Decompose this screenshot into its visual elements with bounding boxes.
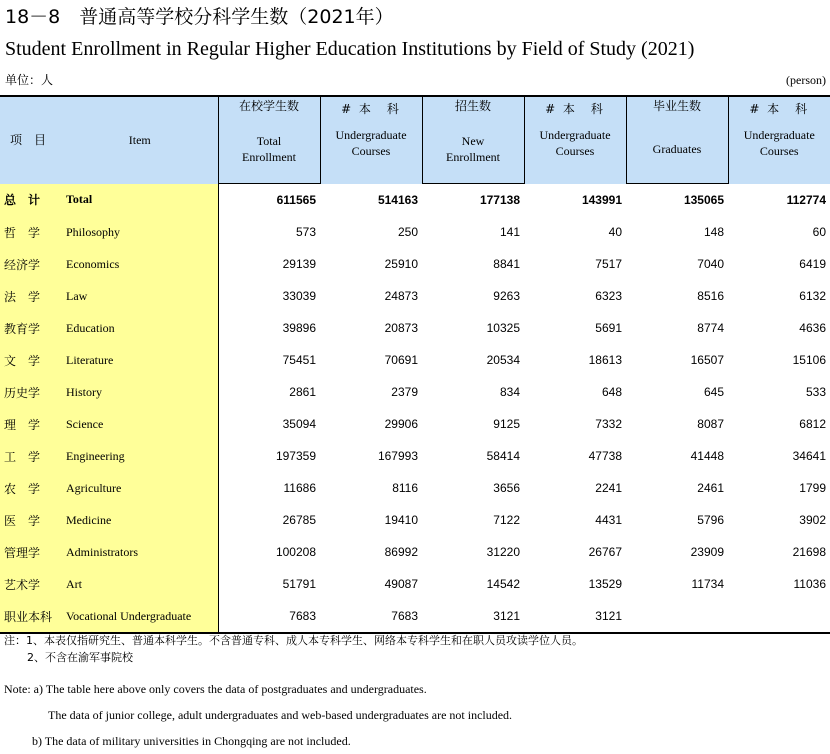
table-row	[0, 184, 830, 217]
row-value: 2861	[218, 376, 320, 408]
row-value: 70691	[320, 344, 422, 376]
table-row	[0, 568, 830, 600]
row-item-en: Science	[62, 408, 218, 440]
row-value: 75451	[218, 344, 320, 376]
row-item-cn: 法 学	[0, 280, 62, 312]
unit-label-en: (person)	[786, 72, 826, 88]
row-value: 2241	[524, 472, 626, 504]
row-value: 29906	[320, 408, 422, 440]
row-value: 135065	[626, 184, 728, 217]
row-value: 8087	[626, 408, 728, 440]
row-value: 7683	[218, 600, 320, 633]
table-row	[0, 376, 830, 408]
undergrad-cn-1: # 本 科	[341, 102, 401, 116]
row-item-en: Economics	[62, 248, 218, 280]
row-value: 7683	[320, 600, 422, 633]
row-value: 10325	[422, 312, 524, 344]
row-value: 7517	[524, 248, 626, 280]
row-value: 29139	[218, 248, 320, 280]
row-value: 86992	[320, 536, 422, 568]
row-value: 8516	[626, 280, 728, 312]
table-row	[0, 600, 830, 633]
table-title-cn: 18－8 普通高等学校分科学生数（2021年）	[5, 4, 394, 30]
row-item-en: Vocational Undergraduate	[62, 600, 218, 633]
table-row	[0, 216, 830, 248]
row-item-cn: 文 学	[0, 344, 62, 376]
undergrad-cn-3: # 本 科	[749, 102, 809, 116]
row-item-en: Philosophy	[62, 216, 218, 248]
note-en-2: The data of junior college, adult undergraduates and web-based undergraduates are not included.	[4, 702, 512, 728]
item-header-cn	[0, 96, 62, 184]
total-enrollment-cn-text: 在校学生数	[239, 99, 299, 113]
note-cn-1: 注：1、本表仅指研究生、普通本科学生。不含普通专科、成人本专科学生、网络本专科学生和在职人员攻读学位人员。	[4, 632, 583, 649]
row-item-en: Engineering	[62, 440, 218, 472]
note-cn-2: 2、不含在渝军事院校	[4, 649, 583, 666]
row-value: 7122	[422, 504, 524, 536]
row-value: 19410	[320, 504, 422, 536]
row-value: 9263	[422, 280, 524, 312]
row-item-en: Medicine	[62, 504, 218, 536]
item-header-en-text: Item	[129, 133, 151, 147]
row-item-cn: 职业本科	[0, 600, 62, 633]
row-value: 33039	[218, 280, 320, 312]
row-item-cn: 历史学	[0, 376, 62, 408]
row-value: 11686	[218, 472, 320, 504]
table-title-en: Student Enrollment in Regular Higher Education Institutions by Field of Study (2021)	[5, 36, 694, 62]
table-row	[0, 536, 830, 568]
row-value	[728, 600, 830, 633]
row-value: 6419	[728, 248, 830, 280]
undergrad-en-2: Undergraduate Courses	[525, 127, 626, 159]
row-value: 24873	[320, 280, 422, 312]
graduates-cn-text: 毕业生数	[653, 99, 701, 113]
row-value: 4636	[728, 312, 830, 344]
row-value: 2379	[320, 376, 422, 408]
row-value: 41448	[626, 440, 728, 472]
row-value: 834	[422, 376, 524, 408]
row-item-en: Law	[62, 280, 218, 312]
undergrad-en-3: Undergraduate Courses	[729, 127, 830, 159]
row-item-en: Total	[62, 184, 218, 217]
row-item-cn: 工 学	[0, 440, 62, 472]
row-item-en: History	[62, 376, 218, 408]
row-value: 6132	[728, 280, 830, 312]
row-value: 100208	[218, 536, 320, 568]
row-value: 141	[422, 216, 524, 248]
row-value: 58414	[422, 440, 524, 472]
graduates-header-en: Graduates	[626, 115, 728, 184]
row-value: 11734	[626, 568, 728, 600]
row-value: 6323	[524, 280, 626, 312]
row-item-cn: 总 计	[0, 184, 62, 217]
row-value: 3902	[728, 504, 830, 536]
row-value: 49087	[320, 568, 422, 600]
row-value: 51791	[218, 568, 320, 600]
row-item-en: Agriculture	[62, 472, 218, 504]
new-enrollment-header-en: New Enrollment	[422, 115, 524, 184]
row-item-cn: 艺术学	[0, 568, 62, 600]
row-value: 26767	[524, 536, 626, 568]
row-value: 4431	[524, 504, 626, 536]
row-value: 514163	[320, 184, 422, 217]
undergrad-en-1: Undergraduate Courses	[321, 127, 422, 159]
row-value: 7040	[626, 248, 728, 280]
row-item-cn: 农 学	[0, 472, 62, 504]
row-value: 8774	[626, 312, 728, 344]
table-body	[0, 184, 830, 634]
row-value: 21698	[728, 536, 830, 568]
row-item-en: Education	[62, 312, 218, 344]
graduates-header-cn	[626, 96, 728, 115]
row-value: 26785	[218, 504, 320, 536]
row-value: 11036	[728, 568, 830, 600]
undergrad-header-1	[320, 96, 422, 184]
row-item-cn: 经济学	[0, 248, 62, 280]
row-value: 9125	[422, 408, 524, 440]
table-row	[0, 504, 830, 536]
row-value: 167993	[320, 440, 422, 472]
row-value: 177138	[422, 184, 524, 217]
row-value: 611565	[218, 184, 320, 217]
row-value: 197359	[218, 440, 320, 472]
row-value: 16507	[626, 344, 728, 376]
row-value: 3656	[422, 472, 524, 504]
table-row	[0, 472, 830, 504]
undergrad-cn-2: # 本 科	[545, 102, 605, 116]
row-value: 25910	[320, 248, 422, 280]
total-enrollment-header-en: Total Enrollment	[218, 115, 320, 184]
row-value: 8841	[422, 248, 524, 280]
table-row	[0, 408, 830, 440]
row-value: 15106	[728, 344, 830, 376]
row-value: 40	[524, 216, 626, 248]
row-value: 573	[218, 216, 320, 248]
notes-cn	[4, 632, 583, 666]
row-value: 648	[524, 376, 626, 408]
row-value: 20534	[422, 344, 524, 376]
table-row	[0, 280, 830, 312]
row-value: 143991	[524, 184, 626, 217]
undergrad-header-3	[728, 96, 830, 184]
row-item-cn: 理 学	[0, 408, 62, 440]
row-value: 5691	[524, 312, 626, 344]
row-value: 3121	[524, 600, 626, 633]
notes-en	[4, 676, 512, 754]
row-value	[626, 600, 728, 633]
row-value: 18613	[524, 344, 626, 376]
row-value: 3121	[422, 600, 524, 633]
row-value: 645	[626, 376, 728, 408]
row-item-en: Literature	[62, 344, 218, 376]
row-value: 23909	[626, 536, 728, 568]
row-value: 8116	[320, 472, 422, 504]
row-value: 39896	[218, 312, 320, 344]
row-value: 7332	[524, 408, 626, 440]
undergrad-header-2	[524, 96, 626, 184]
row-value: 60	[728, 216, 830, 248]
table-row	[0, 344, 830, 376]
row-value: 34641	[728, 440, 830, 472]
new-enrollment-header-cn	[422, 96, 524, 115]
row-value: 533	[728, 376, 830, 408]
row-item-cn: 哲 学	[0, 216, 62, 248]
row-value: 35094	[218, 408, 320, 440]
row-item-cn: 管理学	[0, 536, 62, 568]
table-row	[0, 440, 830, 472]
row-value: 112774	[728, 184, 830, 217]
row-value: 47738	[524, 440, 626, 472]
row-item-cn: 医 学	[0, 504, 62, 536]
note-en-3: b) The data of military universities in Chongqing are not included.	[4, 728, 512, 754]
row-value: 250	[320, 216, 422, 248]
row-value: 148	[626, 216, 728, 248]
row-item-en: Administrators	[62, 536, 218, 568]
item-header-cn-text: 项 目	[10, 133, 46, 147]
new-enrollment-cn-text: 招生数	[455, 99, 491, 113]
table-row	[0, 312, 830, 344]
row-item-en: Art	[62, 568, 218, 600]
enrollment-table	[0, 95, 830, 634]
row-value: 2461	[626, 472, 728, 504]
row-value: 1799	[728, 472, 830, 504]
row-item-cn: 教育学	[0, 312, 62, 344]
total-enrollment-header-cn	[218, 96, 320, 115]
row-value: 5796	[626, 504, 728, 536]
unit-label-cn: 单位：人	[5, 72, 53, 88]
table-row	[0, 248, 830, 280]
row-value: 6812	[728, 408, 830, 440]
item-header-en	[62, 96, 218, 184]
row-value: 20873	[320, 312, 422, 344]
note-en-1: Note: a) The table here above only covers the data of postgraduates and undergraduates.	[4, 676, 512, 702]
row-value: 14542	[422, 568, 524, 600]
row-value: 13529	[524, 568, 626, 600]
row-value: 31220	[422, 536, 524, 568]
